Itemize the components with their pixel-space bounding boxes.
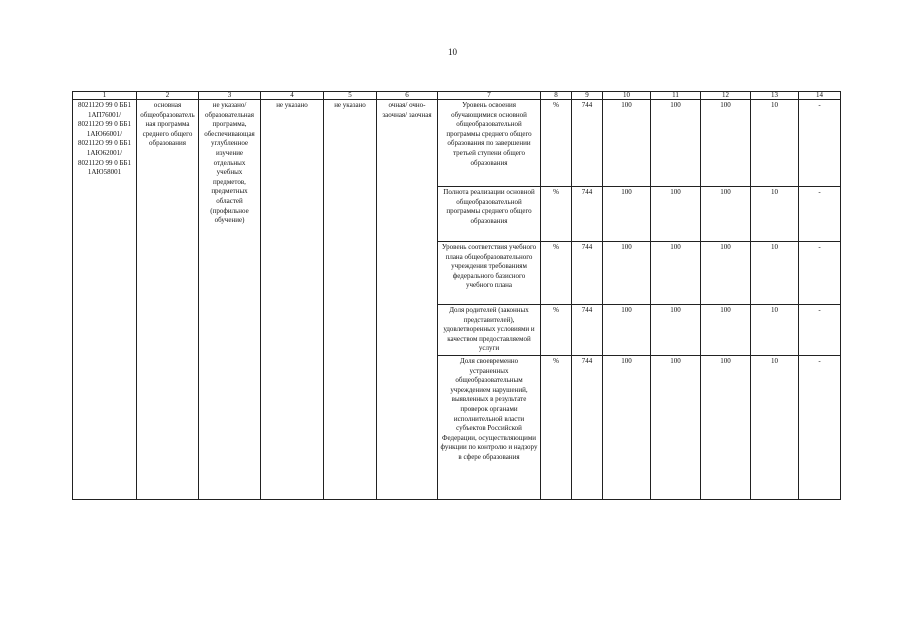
okei-cell: 744 [572, 187, 603, 242]
okei-cell: 744 [572, 305, 603, 356]
unit-cell: % [541, 242, 572, 305]
page-number: 10 [448, 47, 457, 57]
value-cell: 100 [651, 242, 701, 305]
column-header: 6 [377, 92, 438, 100]
col4-cell: не указано [261, 100, 324, 500]
value-cell: - [799, 305, 841, 356]
okei-cell: 744 [572, 100, 603, 187]
column-header: 13 [751, 92, 799, 100]
registry-code: 802112О 99 0 ББ1 [77, 139, 132, 148]
unit-cell: % [541, 187, 572, 242]
registry-code: 1АЮ58001 [87, 168, 122, 177]
value-cell: - [799, 187, 841, 242]
registry-code: 1АП76001/ [87, 110, 122, 119]
value-cell: 100 [701, 305, 751, 356]
column-header: 9 [572, 92, 603, 100]
column-header: 12 [701, 92, 751, 100]
registry-code: 802112О 99 0 ББ1 [77, 158, 132, 167]
table-row [73, 100, 841, 187]
column-header: 3 [199, 92, 261, 100]
value-cell: 100 [701, 100, 751, 187]
column-header: 14 [799, 92, 841, 100]
value-cell: 100 [651, 100, 701, 187]
column-header: 5 [324, 92, 377, 100]
value-cell: 10 [751, 356, 799, 500]
value-cell: 100 [603, 242, 651, 305]
value-cell: 100 [603, 187, 651, 242]
value-cell: 10 [751, 305, 799, 356]
column-header: 2 [137, 92, 199, 100]
registry-code: 1АЮ66001/ [86, 129, 123, 138]
value-cell: 100 [701, 187, 751, 242]
column-header: 10 [603, 92, 651, 100]
unit-cell: % [541, 356, 572, 500]
value-cell: 100 [651, 305, 701, 356]
form-of-study-cell: очная/ очно-заочная/ заочная [377, 100, 438, 500]
registry-code: 802112О 99 0 ББ1 [77, 120, 132, 129]
unit-cell: % [541, 100, 572, 187]
value-cell: 100 [603, 356, 651, 500]
registry-code: 1АЮ62001/ [86, 148, 123, 157]
col5-cell: не указано [324, 100, 377, 500]
okei-cell: 744 [572, 242, 603, 305]
value-cell: 100 [651, 356, 701, 500]
value-cell: 100 [651, 187, 701, 242]
program-cell: основная общеобразовательная программа среднего общего образования [137, 100, 199, 500]
indicator-name: Доля своевременно устраненных общеобразовательным учреждением нарушений, выявленных в результате проверок органами исполнительной власти субъектов Российской Федерации, осуществляющими функции по контролю и надзору в сфере образования [438, 356, 541, 500]
okei-cell: 744 [572, 356, 603, 500]
value-cell: 100 [701, 242, 751, 305]
column-header: 1 [73, 92, 137, 100]
value-cell: 10 [751, 242, 799, 305]
value-cell: 100 [603, 305, 651, 356]
value-cell: - [799, 100, 841, 187]
value-cell: 10 [751, 187, 799, 242]
program-type-cell: не указано/ образовательная программа, обеспечивающая углубленное изучение отдельных учебных предметов, предметных областей (профильное обучение) [199, 100, 261, 500]
indicator-name: Уровень соответствия учебного плана общеобразовательного учреждения требованиям федерального базисного учебного плана [438, 242, 541, 305]
registry-codes-cell [73, 100, 137, 500]
header-row [73, 92, 841, 100]
value-cell: 100 [603, 100, 651, 187]
indicator-name: Доля родителей (законных представителей), удовлетворенных условиями и качеством предоставляемой услуги [438, 305, 541, 356]
registry-code: 802112О 99 0 ББ1 [77, 101, 132, 109]
unit-cell: % [541, 305, 572, 356]
quality-indicators-table [72, 91, 841, 500]
column-header: 8 [541, 92, 572, 100]
value-cell: 100 [701, 356, 751, 500]
column-header: 11 [651, 92, 701, 100]
value-cell: 10 [751, 100, 799, 187]
value-cell: - [799, 242, 841, 305]
column-header: 4 [261, 92, 324, 100]
column-header: 7 [438, 92, 541, 100]
value-cell: - [799, 356, 841, 500]
indicator-name: Полнота реализации основной общеобразовательной программы среднего общего образования [438, 187, 541, 242]
indicator-name: Уровень освоения обучающимися основной общеобразовательной программы среднего общего образования по завершении третьей ступени общего образования [438, 100, 541, 187]
